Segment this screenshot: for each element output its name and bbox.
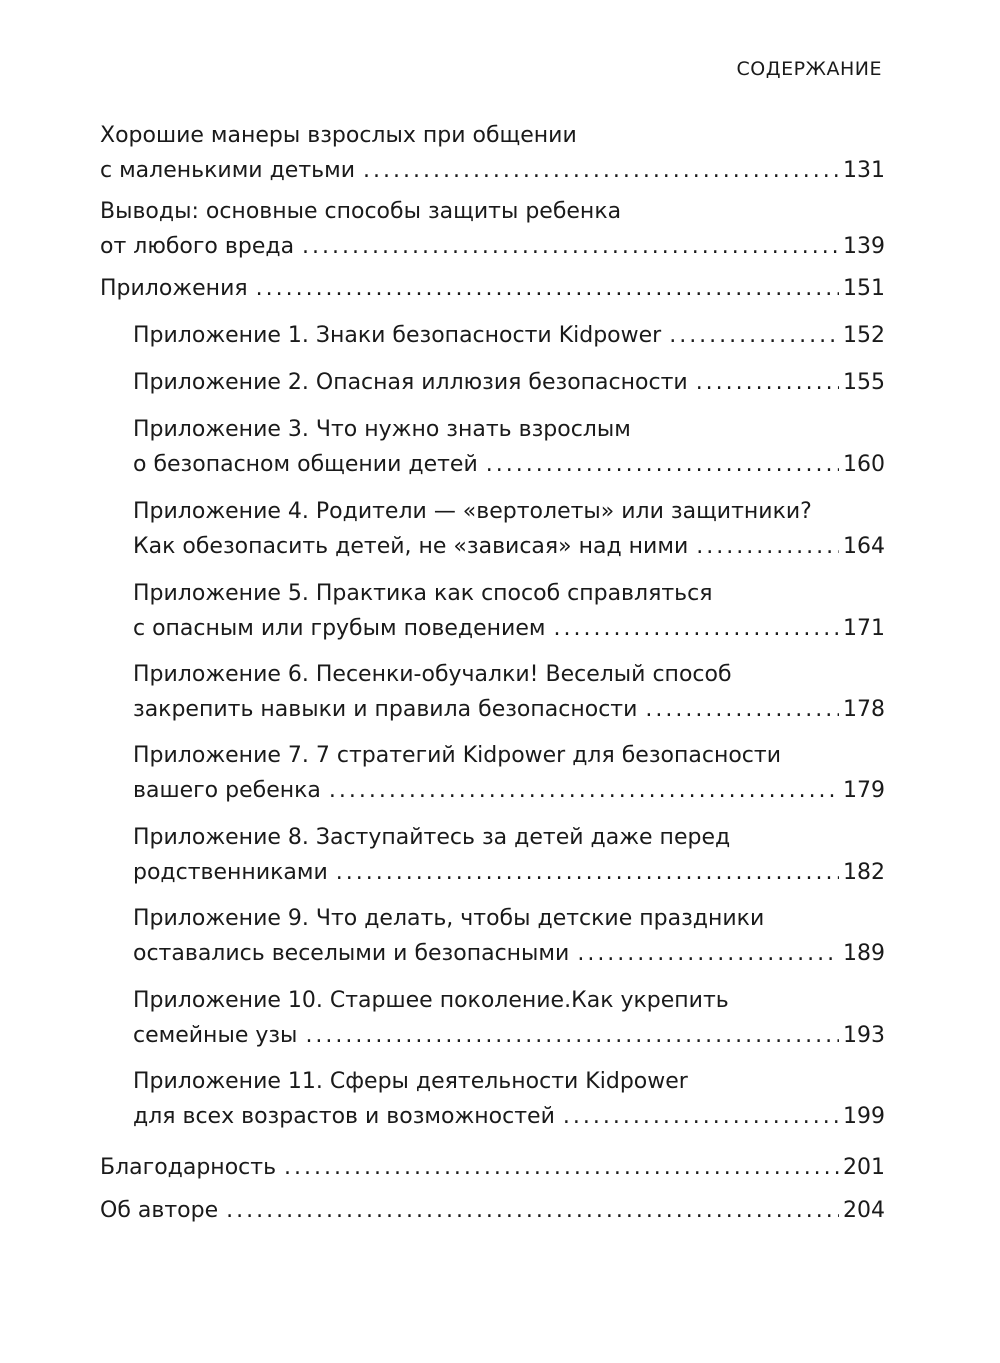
toc-page-number: 160 [843,452,885,477]
dot-leader [336,855,839,890]
toc-entry-text: семейные узы [133,1023,298,1048]
toc-entry[interactable] [100,271,885,306]
page-header: СОДЕРЖАНИЕ [736,58,882,80]
toc-entry[interactable] [100,194,885,264]
toc-entry-text: Благодарность [100,1155,277,1180]
toc-entry-text: оставались веселыми и безопасными [133,941,570,966]
toc-entry[interactable] [100,1150,885,1185]
dot-leader [284,1150,839,1185]
toc-entry[interactable] [133,657,885,727]
toc-entry-text: Приложение 8. Заступайтесь за детей даже перед [133,825,731,850]
toc-entry-text: Приложение 4. Родители — «вертолеты» или защитники? [133,499,812,524]
toc-entry-text: Выводы: основные способы защиты ребенка [100,199,622,224]
toc-entry-text: Приложения [100,276,248,301]
toc-entry-text: Приложение 11. Сферы деятельности Kidpower [133,1069,688,1094]
dot-leader [486,447,839,482]
dot-leader [669,318,839,353]
dot-leader [645,692,839,727]
dot-leader [256,271,839,306]
toc-page-number: 204 [843,1198,885,1223]
toc-page-number: 171 [843,616,885,641]
toc-entry-text: с маленькими детьми [100,158,356,183]
dot-leader [696,529,839,564]
toc-entry-text: родственниками [133,860,328,885]
toc-entry-text: Приложение 7. 7 стратегий Kidpower для безопасности [133,743,781,768]
toc-entry-text: о безопасном общении детей [133,452,478,477]
toc-entry-text: Как обезопасить детей, не «зависая» над ними [133,534,689,559]
toc-page-number: 151 [843,276,885,301]
toc-entry[interactable] [133,1064,885,1134]
toc-entry[interactable] [100,1193,885,1228]
dot-leader [226,1193,839,1228]
toc-entry[interactable] [100,118,885,188]
toc-entry-text: Приложение 2. Опасная иллюзия безопасности [133,370,688,395]
toc-page-number: 155 [843,370,885,395]
dot-leader [577,936,839,971]
toc-entry-text: Приложение 1. Знаки безопасности Kidpower [133,323,662,348]
toc-entry[interactable] [133,494,885,564]
toc-entry-text: Хорошие манеры взрослых при общении [100,123,577,148]
toc-entry-text: Приложение 9. Что делать, чтобы детские праздники [133,906,765,931]
toc-entry[interactable] [133,318,885,353]
toc-entry[interactable] [133,820,885,890]
toc-entry-text: Приложение 6. Песенки-обучалки! Веселый способ [133,662,732,687]
toc-entry-text: Приложение 10. Старшее поколение.Как укрепить [133,988,729,1013]
dot-leader [563,1099,839,1134]
toc-entry[interactable] [133,365,885,400]
toc-entry-text: Об авторе [100,1198,219,1223]
toc-entry-text: с опасным или грубым поведением [133,616,546,641]
toc-entry[interactable] [133,983,885,1053]
dot-leader [329,773,839,808]
toc-entry-text: для всех возрастов и возможностей [133,1104,555,1129]
toc-page-number: 164 [843,534,885,559]
toc-page-number: 139 [843,234,885,259]
dot-leader [305,1018,839,1053]
toc-page-number: 182 [843,860,885,885]
toc-entry[interactable] [133,738,885,808]
dot-leader [302,229,839,264]
toc-entry-text: закрепить навыки и правила безопасности [133,697,638,722]
toc-entry-text: Приложение 5. Практика как способ справляться [133,581,713,606]
dot-leader [553,611,839,646]
toc-page-number: 199 [843,1104,885,1129]
toc-entry-text: Приложение 3. Что нужно знать взрослым [133,417,631,442]
toc-page-number: 201 [843,1155,885,1180]
toc-entry[interactable] [133,901,885,971]
toc-page-number: 178 [843,697,885,722]
toc-entry[interactable] [133,412,885,482]
toc-entry-text: от любого вреда [100,234,295,259]
toc-page-number: 152 [843,323,885,348]
toc-page-number: 193 [843,1023,885,1048]
dot-leader [363,153,839,188]
toc-page-number: 131 [843,158,885,183]
toc-entry-text: вашего ребенка [133,778,321,803]
toc-entry[interactable] [133,576,885,646]
toc-page-number: 189 [843,941,885,966]
toc-page-number: 179 [843,778,885,803]
dot-leader [696,365,839,400]
